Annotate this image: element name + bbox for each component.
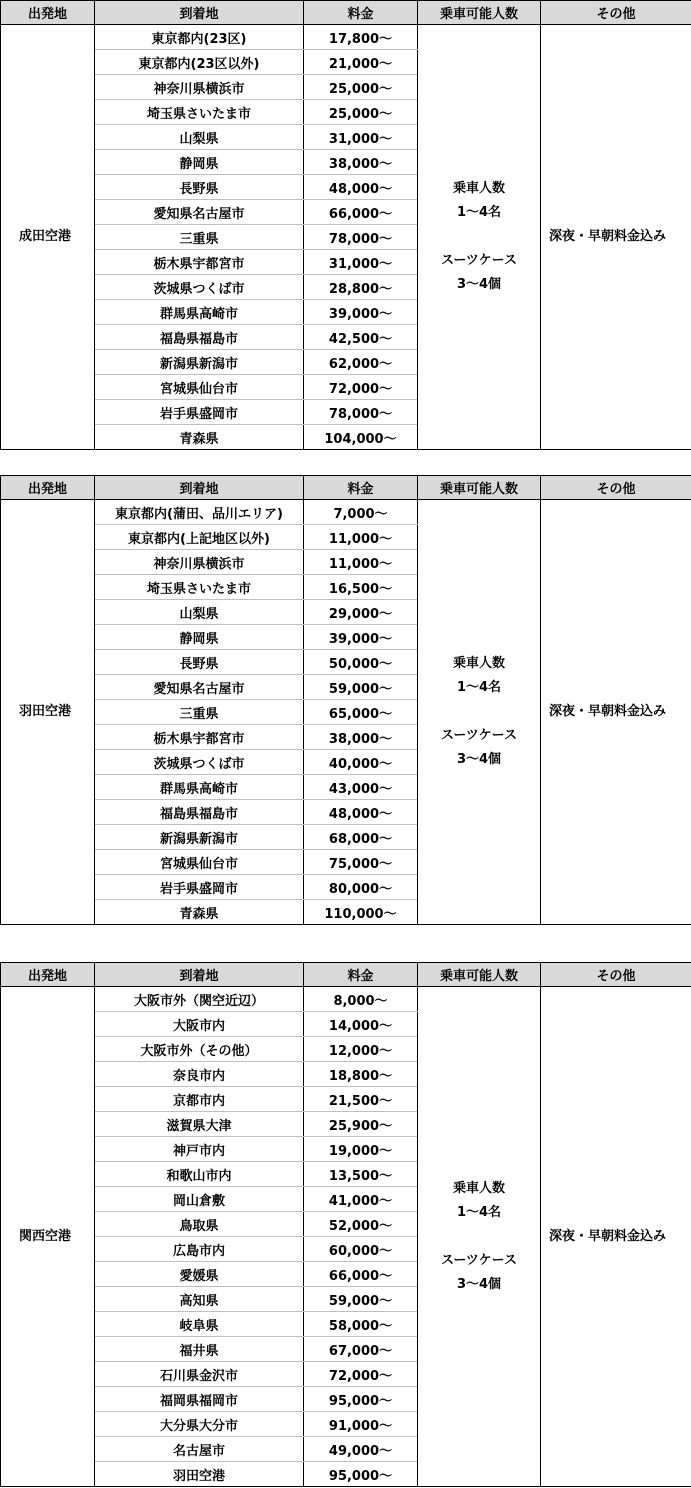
destination-cell: 広島市内 — [95, 1237, 304, 1262]
header-destination: 到着地 — [95, 476, 304, 500]
price-cell: 52,000～ — [304, 1212, 418, 1237]
price-cell: 38,000～ — [304, 725, 418, 750]
price-cell: 29,000～ — [304, 600, 418, 625]
header-origin: 出発地 — [1, 476, 95, 500]
destination-cell: 羽田空港 — [95, 1462, 304, 1487]
price-cell: 21,000～ — [304, 50, 418, 75]
destination-cell: 東京都内(上記地区以外) — [95, 525, 304, 550]
price-cell: 31,000～ — [304, 250, 418, 275]
origin-cell: 関西空港 — [1, 987, 95, 1487]
price-cell: 72,000～ — [304, 1362, 418, 1387]
capacity-cell — [418, 25, 541, 450]
capacity-text: 1～4名 — [456, 205, 502, 220]
price-cell: 91,000～ — [304, 1412, 418, 1437]
price-cell: 62,000～ — [304, 350, 418, 375]
destination-cell: 石川県金沢市 — [95, 1362, 304, 1387]
price-cell: 11,000～ — [304, 525, 418, 550]
price-cell: 59,000～ — [304, 675, 418, 700]
capacity-text: 1～4名 — [456, 1204, 502, 1220]
fare-table-kansai — [0, 962, 691, 1487]
table-header-row — [1, 476, 691, 500]
capacity-spacer — [418, 1225, 540, 1249]
other-cell: 深夜・早朝料金込み — [541, 500, 691, 925]
destination-cell: 新潟県新潟市 — [95, 825, 304, 850]
capacity-text: 3～4個 — [456, 752, 502, 767]
capacity-text: 乗車人数 — [452, 1180, 505, 1196]
header-capacity: 乗車可能人数 — [418, 476, 541, 500]
price-cell: 58,000～ — [304, 1312, 418, 1337]
price-cell: 110,000～ — [304, 900, 418, 925]
price-cell: 11,000～ — [304, 550, 418, 575]
price-cell: 41,000～ — [304, 1187, 418, 1212]
price-cell: 7,000～ — [304, 500, 418, 525]
capacity-text: スーツケース — [440, 728, 518, 743]
capacity-text: 乗車人数 — [452, 656, 505, 671]
price-cell: 49,000～ — [304, 1437, 418, 1462]
destination-cell: 大阪市外（関空近辺） — [95, 987, 304, 1012]
table-header-row — [1, 1, 691, 25]
price-cell: 13,500～ — [304, 1162, 418, 1187]
capacity-text: スーツケース — [440, 253, 518, 268]
destination-cell: 栃木県宇都宮市 — [95, 250, 304, 275]
price-cell: 75,000～ — [304, 850, 418, 875]
destination-cell: 鳥取県 — [95, 1212, 304, 1237]
header-capacity: 乗車可能人数 — [418, 1, 541, 25]
price-cell: 78,000～ — [304, 400, 418, 425]
destination-cell: 奈良市内 — [95, 1062, 304, 1087]
origin-cell: 成田空港 — [1, 25, 95, 450]
table-row — [1, 500, 691, 525]
price-cell: 18,800～ — [304, 1062, 418, 1087]
header-price: 料金 — [304, 476, 418, 500]
destination-cell: 群馬県高崎市 — [95, 775, 304, 800]
capacity-text: 乗車人数 — [452, 181, 505, 196]
capacity-cell — [418, 987, 541, 1487]
other-cell: 深夜・早朝料金込み — [541, 25, 691, 450]
price-cell: 39,000～ — [304, 625, 418, 650]
header-price: 料金 — [304, 1, 418, 25]
destination-cell: 和歌山市内 — [95, 1162, 304, 1187]
header-destination: 到着地 — [95, 1, 304, 25]
destination-cell: 茨城県つくば市 — [95, 750, 304, 775]
destination-cell: 東京都内(23区以外) — [95, 50, 304, 75]
destination-cell: 愛知県名古屋市 — [95, 200, 304, 225]
destination-cell: 福井県 — [95, 1337, 304, 1362]
capacity-text: 3～4個 — [456, 277, 502, 292]
price-cell: 66,000～ — [304, 1262, 418, 1287]
destination-cell: 静岡県 — [95, 150, 304, 175]
capacity-text: 3～4個 — [456, 1276, 502, 1292]
destination-cell: 神戸市内 — [95, 1137, 304, 1162]
destination-cell: 大阪市外（その他） — [95, 1037, 304, 1062]
price-cell: 68,000～ — [304, 825, 418, 850]
price-cell: 31,000～ — [304, 125, 418, 150]
price-cell: 16,500～ — [304, 575, 418, 600]
destination-cell: 東京都内(23区) — [95, 25, 304, 50]
price-cell: 95,000～ — [304, 1387, 418, 1412]
header-other: その他 — [541, 1, 691, 25]
price-cell: 25,900～ — [304, 1112, 418, 1137]
destination-cell: 福島県福島市 — [95, 800, 304, 825]
destination-cell: 新潟県新潟市 — [95, 350, 304, 375]
price-cell: 65,000～ — [304, 700, 418, 725]
price-cell: 42,500～ — [304, 325, 418, 350]
header-destination: 到着地 — [95, 963, 304, 987]
price-cell: 50,000～ — [304, 650, 418, 675]
capacity-spacer — [418, 700, 540, 724]
header-other: その他 — [541, 963, 691, 987]
capacity-text: 1～4名 — [456, 680, 502, 695]
price-cell: 40,000～ — [304, 750, 418, 775]
price-cell: 80,000～ — [304, 875, 418, 900]
price-cell: 72,000～ — [304, 375, 418, 400]
destination-cell: 名古屋市 — [95, 1437, 304, 1462]
destination-cell: 高知県 — [95, 1287, 304, 1312]
destination-cell: 山梨県 — [95, 125, 304, 150]
header-origin: 出発地 — [1, 1, 95, 25]
price-cell: 17,800～ — [304, 25, 418, 50]
capacity-spacer — [418, 225, 540, 249]
destination-cell: 岐阜県 — [95, 1312, 304, 1337]
origin-cell: 羽田空港 — [1, 500, 95, 925]
price-cell: 48,000～ — [304, 175, 418, 200]
table-header-row — [1, 963, 691, 987]
destination-cell: 岡山倉敷 — [95, 1187, 304, 1212]
destination-cell: 福岡県福岡市 — [95, 1387, 304, 1412]
price-cell: 78,000～ — [304, 225, 418, 250]
price-cell: 39,000～ — [304, 300, 418, 325]
capacity-text: スーツケース — [440, 1252, 518, 1268]
price-cell: 25,000～ — [304, 75, 418, 100]
price-cell: 14,000～ — [304, 1012, 418, 1037]
price-cell: 28,800～ — [304, 275, 418, 300]
destination-cell: 栃木県宇都宮市 — [95, 725, 304, 750]
header-price: 料金 — [304, 963, 418, 987]
destination-cell: 愛知県名古屋市 — [95, 675, 304, 700]
destination-cell: 愛媛県 — [95, 1262, 304, 1287]
price-cell: 60,000～ — [304, 1237, 418, 1262]
price-cell: 95,000～ — [304, 1462, 418, 1487]
header-origin: 出発地 — [1, 963, 95, 987]
destination-cell: 埼玉県さいたま市 — [95, 100, 304, 125]
capacity-cell — [418, 500, 541, 925]
price-cell: 8,000～ — [304, 987, 418, 1012]
price-cell: 67,000～ — [304, 1337, 418, 1362]
destination-cell: 長野県 — [95, 175, 304, 200]
table-row — [1, 25, 691, 50]
destination-cell: 大分県大分市 — [95, 1412, 304, 1437]
destination-cell: 茨城県つくば市 — [95, 275, 304, 300]
destination-cell: 三重県 — [95, 225, 304, 250]
destination-cell: 滋賀県大津 — [95, 1112, 304, 1137]
destination-cell: 宮城県仙台市 — [95, 375, 304, 400]
destination-cell: 京都市内 — [95, 1087, 304, 1112]
destination-cell: 岩手県盛岡市 — [95, 875, 304, 900]
destination-cell: 岩手県盛岡市 — [95, 400, 304, 425]
destination-cell: 福島県福島市 — [95, 325, 304, 350]
header-capacity: 乗車可能人数 — [418, 963, 541, 987]
destination-cell: 宮城県仙台市 — [95, 850, 304, 875]
destination-cell: 東京都内(蒲田、品川エリア) — [95, 500, 304, 525]
price-cell: 38,000～ — [304, 150, 418, 175]
destination-cell: 長野県 — [95, 650, 304, 675]
price-cell: 19,000～ — [304, 1137, 418, 1162]
other-cell: 深夜・早朝料金込み — [541, 987, 691, 1487]
destination-cell: 神奈川県横浜市 — [95, 75, 304, 100]
destination-cell: 神奈川県横浜市 — [95, 550, 304, 575]
price-cell: 43,000～ — [304, 775, 418, 800]
fare-table-haneda — [0, 475, 691, 925]
price-cell: 59,000～ — [304, 1287, 418, 1312]
price-cell: 25,000～ — [304, 100, 418, 125]
price-cell: 12,000～ — [304, 1037, 418, 1062]
destination-cell: 青森県 — [95, 425, 304, 450]
destination-cell: 群馬県高崎市 — [95, 300, 304, 325]
price-cell: 66,000～ — [304, 200, 418, 225]
fare-table-narita — [0, 0, 691, 450]
header-other: その他 — [541, 476, 691, 500]
destination-cell: 山梨県 — [95, 600, 304, 625]
price-cell: 104,000～ — [304, 425, 418, 450]
price-cell: 48,000～ — [304, 800, 418, 825]
destination-cell: 埼玉県さいたま市 — [95, 575, 304, 600]
price-cell: 21,500～ — [304, 1087, 418, 1112]
destination-cell: 青森県 — [95, 900, 304, 925]
destination-cell: 三重県 — [95, 700, 304, 725]
table-row — [1, 987, 691, 1012]
destination-cell: 大阪市内 — [95, 1012, 304, 1037]
destination-cell: 静岡県 — [95, 625, 304, 650]
